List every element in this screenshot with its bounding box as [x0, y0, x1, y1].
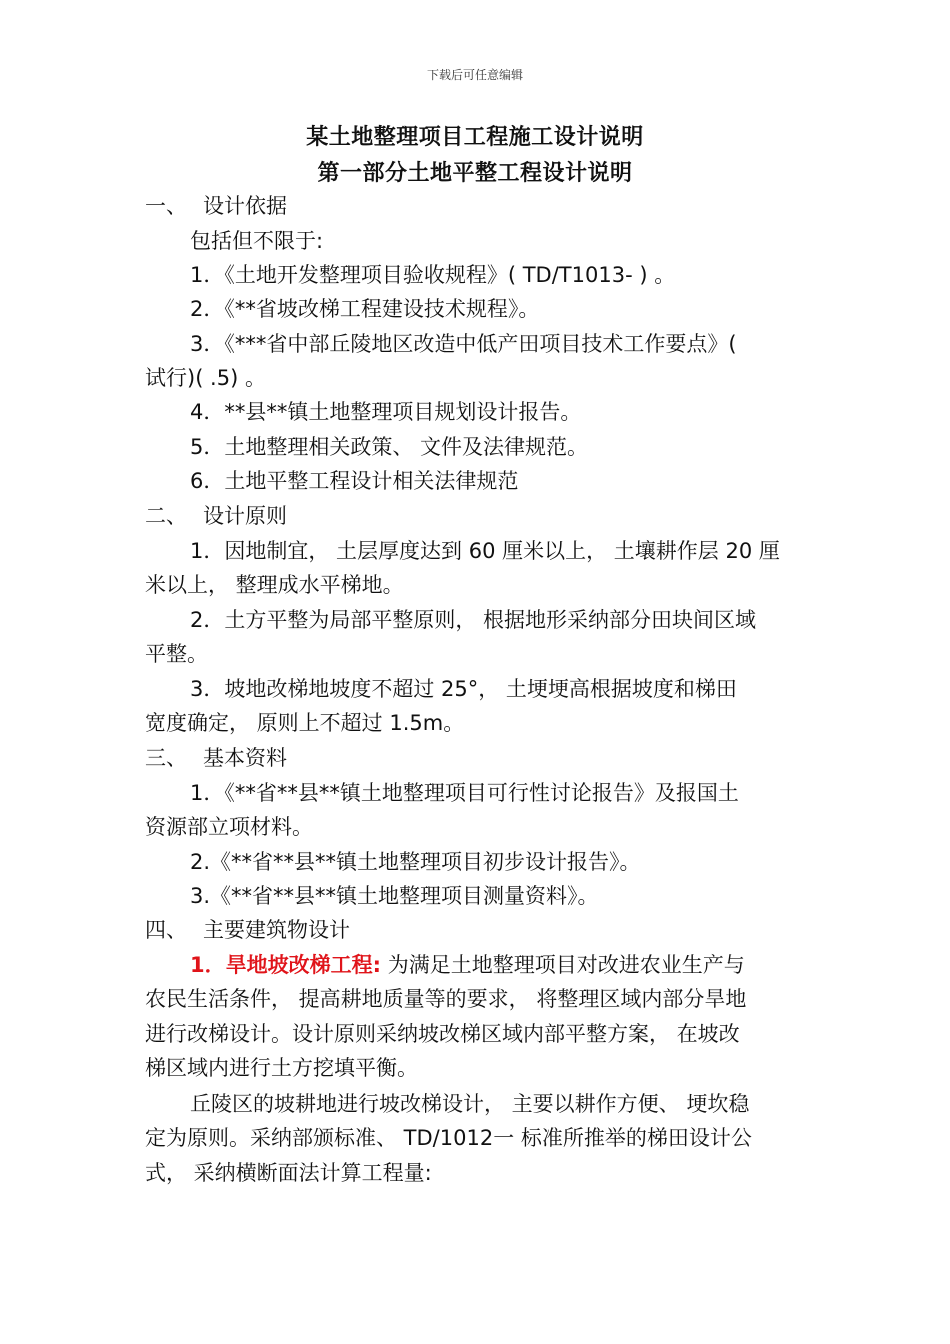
section-number: 二、	[145, 504, 187, 528]
paragraph-line: 宽度确定， 原则上不超过 1.5m。	[145, 711, 465, 735]
paragraph-line: 2．土方平整为局部平整原则， 根据地形采纳部分田块间区域	[190, 608, 757, 632]
paragraph-line: 进行改梯设计。设计原则采纳坡改梯区域内部平整方案， 在坡改	[145, 1022, 740, 1046]
highlighted-label: 1．旱地坡改梯工程:	[190, 953, 382, 977]
section-title: 设计依据	[203, 194, 287, 218]
paragraph-line: 米以上， 整理成水平梯地。	[145, 573, 404, 597]
section-title: 基本资料	[203, 746, 287, 770]
section-number: 一、	[145, 194, 187, 218]
paragraph-line: 1．因地制宜， 土层厚度达到 60 厘米以上， 土壤耕作层 20 厘	[190, 539, 780, 563]
section-number: 三、	[145, 746, 187, 770]
list-item: 6．土地平整工程设计相关法律规范	[190, 469, 519, 493]
document-subtitle: 第一部分土地平整工程设计说明	[317, 161, 633, 186]
list-item-continuation: 试行)( .5) 。	[145, 366, 266, 390]
list-item: 1．《土地开发整理项目验收规程》( TD/T1013- ) 。	[190, 263, 676, 287]
document-title: 某土地整理项目工程施工设计说明	[306, 125, 644, 150]
paragraph-line: 包括但不限于:	[190, 229, 324, 253]
paragraph-line: 丘陵区的坡耕地进行坡改梯设计， 主要以耕作方便、 埂坎稳	[190, 1092, 750, 1116]
paragraph-line: 资源部立项材料。	[145, 815, 313, 839]
section-title: 主要建筑物设计	[203, 918, 350, 942]
paragraph-line	[0, 951, 950, 979]
paragraph-line: 梯区域内进行土方挖填平衡。	[145, 1056, 418, 1080]
header-note: 下载后可任意编辑	[426, 68, 523, 82]
section-title: 设计原则	[203, 504, 287, 528]
section-number: 四、	[145, 918, 187, 942]
paragraph-line: 平整。	[145, 642, 208, 666]
paragraph-line: 3.《**省**县**镇土地整理项目测量资料》。	[190, 884, 599, 908]
list-item: 2．《**省坡改梯工程建设技术规程》。	[190, 297, 540, 321]
list-item: 5．土地整理相关政策、 文件及法律规范。	[190, 435, 589, 459]
paragraph-line: 式， 采纳横断面法计算工程量:	[145, 1161, 432, 1185]
paragraph-line: 1．《**省**县**镇土地整理项目可行性讨论报告》及报国土	[190, 781, 739, 805]
list-item: 4．**县**镇土地整理项目规划设计报告。	[190, 400, 582, 424]
paragraph-line: 3．坡地改梯地坡度不超过 25°， 土埂埂高根据坡度和梯田	[190, 677, 737, 701]
paragraph-text: 为满足土地整理项目对改进农业生产与	[381, 953, 745, 977]
paragraph-line: 定为原则。采纳部颁标准、 TD/1012一 标准所推举的梯田设计公	[145, 1126, 752, 1150]
list-item: 3．《***省中部丘陵地区改造中低产田项目技术工作要点》(	[190, 332, 737, 356]
paragraph-line: 农民生活条件， 提高耕地质量等的要求， 将整理区域内部分旱地	[145, 987, 747, 1011]
paragraph-line: 2.《**省**县**镇土地整理项目初步设计报告》。	[190, 850, 641, 874]
